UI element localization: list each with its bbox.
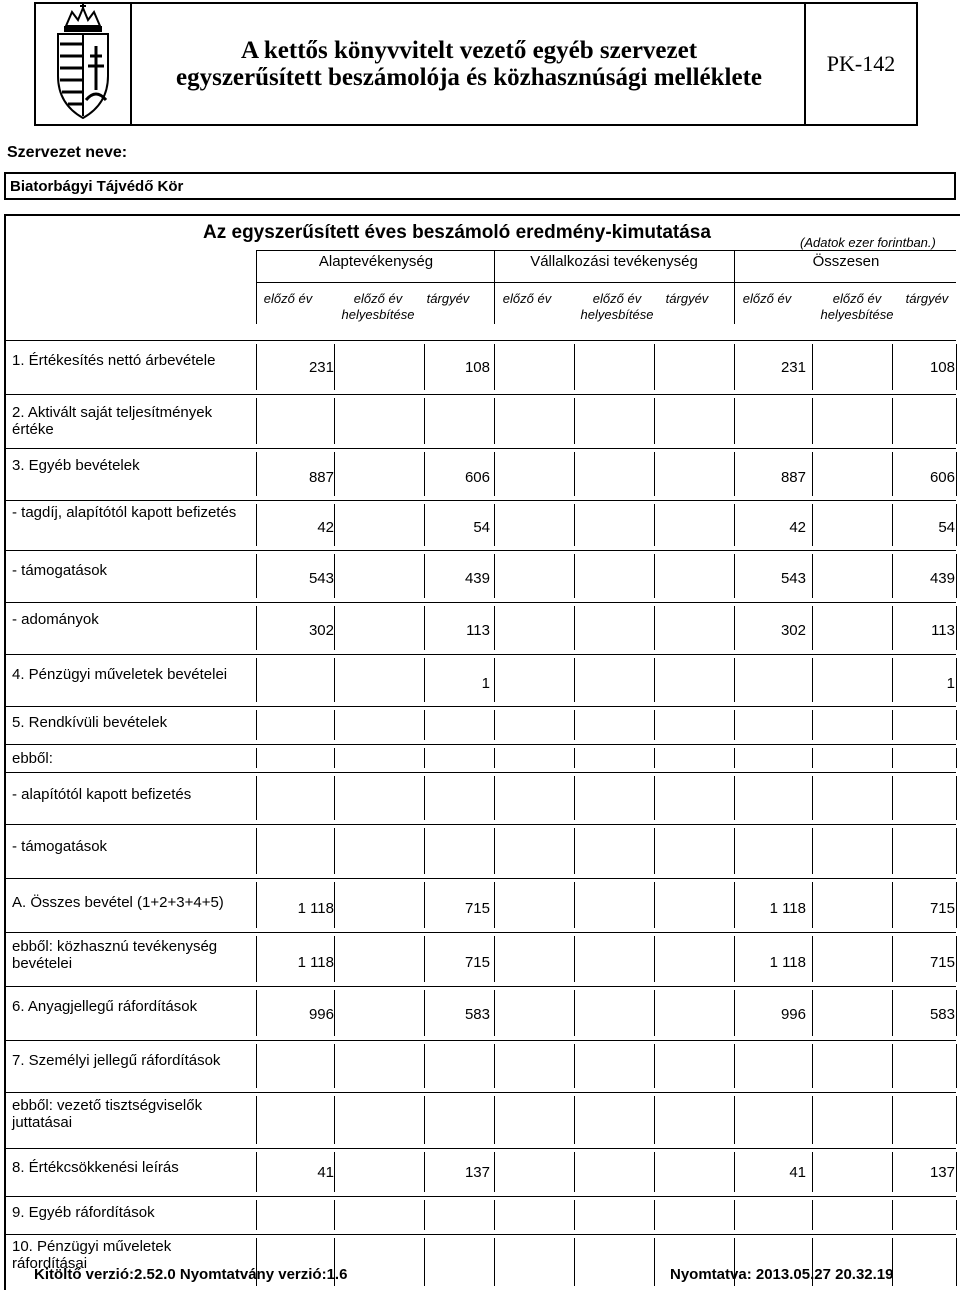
cell-border [812,1096,813,1144]
row-label: 9. Egyéb ráfordítások [12,1204,155,1221]
cell-border [654,828,655,874]
cell-border [424,554,425,598]
cell-border [892,776,893,820]
cell-border [892,828,893,874]
cell-border [424,776,425,820]
row-label: A. Összes bevétel (1+2+3+4+5) [12,894,224,911]
value-cell-t-prev: 1 118 [769,900,806,917]
row-separator [4,602,956,603]
cell-border [956,1200,957,1230]
cell-border [494,344,495,390]
column-header-prev: előző év [742,291,792,306]
cell-border [424,748,425,768]
cell-border [494,776,495,820]
cell-border [574,710,575,740]
cell-border [256,882,257,928]
organization-label: Szervezet neve: [7,144,128,161]
cell-border [654,882,655,928]
value-cell-t-prev: 302 [780,622,806,639]
cell-border [574,1096,575,1144]
value-cell-t-prev: 1 118 [769,954,806,971]
value-cell-a-cur: 113 [466,622,490,639]
cell-border [334,710,335,740]
cell-border [956,1044,957,1088]
row-label: ebből: közhasznú tevékenység bevételei [12,938,218,972]
cell-border [334,344,335,390]
cell-border [574,748,575,768]
value-cell-a-cur: 137 [464,1164,490,1181]
header-line [256,250,956,251]
cell-border [654,398,655,444]
cell-border [812,398,813,444]
cell-border [654,710,655,740]
cell-border [494,606,495,650]
cell-border [256,554,257,598]
row-separator [4,1148,956,1149]
cell-border [424,658,425,702]
cell-border [812,710,813,740]
cell-border [256,776,257,820]
row-label: ebből: [12,750,53,767]
value-cell-a-prev: 1 118 [297,954,334,971]
statement-title: Az egyszerűsített éves beszámoló eredmény-kimutatása [203,222,711,243]
column-header-text: helyesbítése [341,307,415,322]
cell-border [494,882,495,928]
value-cell-a-cur: 108 [464,359,490,376]
cell-border [812,1152,813,1192]
cell-border [734,710,735,740]
row-label: 4. Pénzügyi műveletek bevételei [12,666,228,683]
header-divider [734,250,735,324]
row-label: 2. Aktivált saját teljesítmények értéke [12,404,213,438]
column-header-prev: előző év [263,291,313,306]
cell-border [424,1044,425,1088]
cell-border [424,606,425,650]
column-header-text: helyesbítése [820,307,894,322]
cell-border [654,748,655,768]
cell-border [892,1152,893,1192]
cell-border [892,1200,893,1230]
cell-border [734,748,735,768]
cell-border [654,1200,655,1230]
value-cell-t-prev: 887 [780,469,806,486]
row-separator [4,932,956,933]
cell-border [256,344,257,390]
value-cell-a-prev: 887 [308,469,334,486]
value-cell-t-cur: 54 [938,519,955,536]
cell-border [574,990,575,1036]
cell-border [812,828,813,874]
row-label: ebből: vezető tisztségviselők juttatásai [12,1097,203,1131]
cell-border [574,1044,575,1088]
value-cell-t-prev: 42 [789,519,806,536]
value-cell-a-cur: 715 [464,900,490,917]
cell-border [424,504,425,546]
row-separator [4,1196,956,1197]
form-title-line1: A kettős könyvvitelt vezető egyéb szervezet [240,37,698,64]
value-cell-t-cur: 583 [929,1006,955,1023]
cell-border [734,1200,735,1230]
cell-border [256,658,257,702]
cell-border [334,828,335,874]
cell-border [654,504,655,546]
value-cell-a-prev: 42 [317,519,334,536]
cell-border [574,398,575,444]
cell-border [334,990,335,1036]
cell-border [892,606,893,650]
column-header-current: tárgyév [665,291,709,306]
value-cell-t-prev: 231 [780,359,806,376]
cell-border [494,658,495,702]
row-separator [4,1234,956,1235]
cell-border [256,1200,257,1230]
cell-border [734,554,735,598]
cell-border [654,936,655,982]
value-cell-t-prev: 41 [789,1164,806,1181]
cell-border [424,452,425,496]
cell-border [734,1096,735,1144]
group-header-total: Összesen [812,253,880,270]
cell-border [956,606,957,650]
row-label: 1. Értékesítés nettó árbevétele [12,352,216,369]
value-cell-t-prev: 543 [780,570,806,587]
cell-border [424,344,425,390]
cell-border [956,936,957,982]
cell-border [494,452,495,496]
cell-border [956,554,957,598]
cell-border [892,748,893,768]
column-header-current: tárgyév [426,291,470,306]
header-divider [256,250,257,324]
cell-border [734,658,735,702]
column-header-text: előző év [592,291,642,306]
cell-border [494,1044,495,1088]
cell-border [956,344,957,390]
cell-border [334,504,335,546]
cell-border [734,882,735,928]
column-header-prev: előző év [502,291,552,306]
column-header-prev_corr [577,291,657,323]
cell-border [574,658,575,702]
cell-border [892,936,893,982]
print-timestamp: Nyomtatva: 2013.05.27 20.32.19 [670,1266,894,1283]
cell-border [574,554,575,598]
cell-border [956,1152,957,1192]
cell-border [812,776,813,820]
cell-border [334,554,335,598]
cell-border [892,1044,893,1088]
value-cell-t-cur: 439 [929,570,955,587]
value-cell-t-cur: 108 [929,359,955,376]
cell-border [494,1152,495,1192]
cell-border [734,776,735,820]
coat-of-arms-icon [36,4,132,124]
cell-border [956,990,957,1036]
cell-border [812,990,813,1036]
cell-border [256,1096,257,1144]
cell-border [424,828,425,874]
group-header-basic: Alaptevékenység [318,253,434,270]
cell-border [574,1152,575,1192]
value-cell-t-cur: 715 [929,900,955,917]
cell-border [654,1044,655,1088]
cell-border [892,710,893,740]
cell-border [892,1096,893,1144]
cell-border [574,882,575,928]
cell-border [574,606,575,650]
form-code [804,4,916,124]
value-cell-t-cur: 113 [931,622,955,639]
column-header-prev_corr [817,291,897,323]
row-label: - tagdíj, alapítótól kapott befizetés [12,504,237,521]
cell-border [424,936,425,982]
cell-border [424,1096,425,1144]
column-header-text: előző év [353,291,403,306]
cell-border [812,882,813,928]
cell-border [424,1200,425,1230]
value-cell-a-cur: 715 [464,954,490,971]
row-label: 8. Értékcsökkenési leírás [12,1159,179,1176]
cell-border [892,990,893,1036]
cell-border [734,606,735,650]
cell-border [654,1152,655,1192]
cell-border [256,710,257,740]
cell-border [654,776,655,820]
cell-border [424,882,425,928]
row-separator [4,1040,956,1041]
cell-border [892,658,893,702]
cell-border [956,710,957,740]
cell-border [424,1152,425,1192]
cell-border [654,606,655,650]
value-cell-a-prev: 543 [308,570,334,587]
cell-border [574,776,575,820]
cell-border [654,452,655,496]
column-header-prev_corr [338,291,418,323]
cell-border [256,936,257,982]
cell-border [334,452,335,496]
cell-border [734,452,735,496]
cell-border [812,554,813,598]
cell-border [494,990,495,1036]
column-header-text: előző év [832,291,882,306]
value-cell-a-cur: 439 [464,570,490,587]
cell-border [494,1200,495,1230]
row-label: - támogatások [12,838,108,855]
cell-border [892,882,893,928]
row-label: - alapítótól kapott befizetés [12,786,192,803]
organization-name-field: Biatorbágyi Tájvédő Kör [4,172,956,200]
cell-border [956,828,957,874]
row-separator [4,394,956,395]
row-label: - támogatások [12,562,108,579]
value-cell-a-prev: 302 [308,622,334,639]
cell-border [956,452,957,496]
cell-border [956,748,957,768]
row-label: 10. Pénzügyi műveletek ráfordításai [12,1238,172,1272]
cell-border [256,452,257,496]
cell-border [812,1044,813,1088]
row-separator [4,744,956,745]
value-cell-t-cur: 137 [929,1164,955,1181]
cell-border [892,398,893,444]
group-header-business: Vállalkozási tevékenység [530,253,698,270]
cell-border [812,936,813,982]
cell-border [956,882,957,928]
cell-border [956,658,957,702]
row-separator [4,654,956,655]
cell-border [494,554,495,598]
cell-border [256,990,257,1036]
form-title [134,4,804,124]
value-cell-a-prev: 996 [308,1006,334,1023]
value-cell-t-prev: 996 [780,1006,806,1023]
row-separator [4,340,956,341]
cell-border [424,398,425,444]
cell-border [812,748,813,768]
row-separator [4,1092,956,1093]
cell-border [892,504,893,546]
cell-border [734,990,735,1036]
value-cell-a-cur: 583 [464,1006,490,1023]
cell-border [892,344,893,390]
cell-border [494,398,495,444]
cell-border [256,504,257,546]
cell-border [256,606,257,650]
row-separator [4,986,956,987]
version-info: Kitöltő verzió:2.52.0 Nyomtatvány verzió:1.6 [34,1266,348,1283]
cell-border [812,344,813,390]
cell-border [334,1044,335,1088]
cell-border [334,1096,335,1144]
cell-border [574,344,575,390]
cell-border [334,776,335,820]
cell-border [256,1044,257,1088]
cell-border [494,710,495,740]
cell-border [654,990,655,1036]
form-title-line2: egyszerűsített beszámolója és közhasznúsági melléklete [176,64,762,91]
cell-border [424,710,425,740]
cell-border [654,658,655,702]
cell-border [734,344,735,390]
cell-border [812,504,813,546]
cell-border [574,828,575,874]
cell-border [256,1152,257,1192]
row-separator [4,706,956,707]
row-separator [4,772,956,773]
value-cell-a-prev: 41 [317,1164,334,1181]
cell-border [956,1238,957,1286]
value-cell-a-cur: 1 [481,675,490,692]
cell-border [494,1096,495,1144]
cell-border [734,1152,735,1192]
cell-border [574,1200,575,1230]
row-label: 6. Anyagjellegű ráfordítások [12,998,198,1015]
value-cell-t-cur: 715 [929,954,955,971]
cell-border [734,1044,735,1088]
cell-border [334,748,335,768]
cell-border [494,828,495,874]
cell-border [956,398,957,444]
row-label: 5. Rendkívüli bevételek [12,714,168,731]
cell-border [734,936,735,982]
cell-border [256,748,257,768]
cell-border [494,748,495,768]
value-cell-a-cur: 54 [473,519,490,536]
cell-border [574,504,575,546]
cell-border [494,936,495,982]
column-header-current: tárgyév [905,291,949,306]
value-cell-t-cur: 1 [946,675,955,692]
unit-note: (Adatok ezer forintban.) [800,235,936,250]
row-label: 3. Egyéb bevételek [12,457,140,474]
cell-border [654,1096,655,1144]
row-separator [4,550,956,551]
cell-border [812,606,813,650]
cell-border [334,1200,335,1230]
cell-border [812,452,813,496]
cell-border [334,658,335,702]
cell-border [334,882,335,928]
row-separator [4,824,956,825]
cell-border [334,936,335,982]
cell-border [956,776,957,820]
cell-border [812,658,813,702]
cell-border [734,504,735,546]
cell-border [654,344,655,390]
cell-border [334,606,335,650]
cell-border [892,452,893,496]
cell-border [334,1152,335,1192]
cell-border [956,1096,957,1144]
cell-border [256,828,257,874]
cell-border [812,1200,813,1230]
header-line [256,282,956,283]
cell-border [574,936,575,982]
row-label: - adományok [12,611,99,628]
cell-border [734,398,735,444]
cell-border [256,398,257,444]
cell-border [334,398,335,444]
value-cell-a-prev: 1 118 [297,900,334,917]
row-label: 7. Személyi jellegű ráfordítások [12,1052,221,1069]
row-separator [4,500,956,501]
value-cell-a-cur: 606 [464,469,490,486]
cell-border [424,990,425,1036]
header-divider [494,250,495,324]
value-cell-a-prev: 231 [308,359,334,376]
cell-border [734,828,735,874]
cell-border [956,504,957,546]
cell-border [892,554,893,598]
cell-border [574,452,575,496]
row-separator [4,878,956,879]
form-code-text: PK-142 [826,51,896,76]
row-separator [4,448,956,449]
cell-border [654,554,655,598]
value-cell-t-cur: 606 [929,469,955,486]
cell-border [494,504,495,546]
column-header-text: helyesbítése [580,307,654,322]
